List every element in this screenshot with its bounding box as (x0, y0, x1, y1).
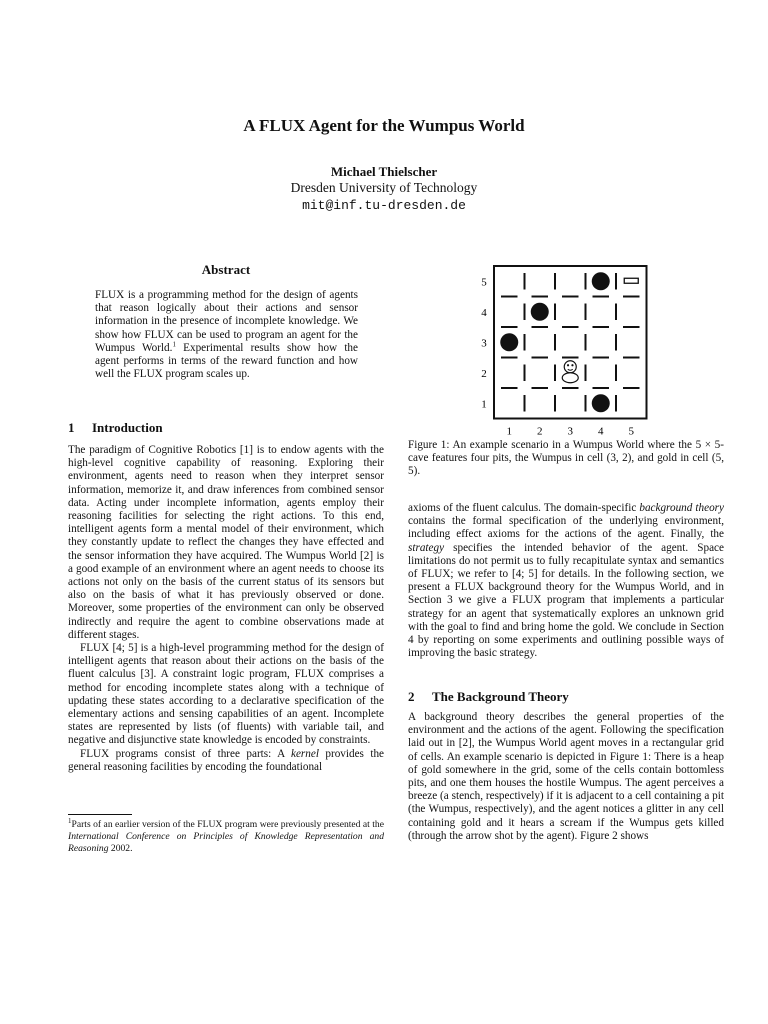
right-p1-em-a: background theory (639, 502, 724, 514)
footnote (68, 816, 384, 855)
wumpus-head (564, 361, 576, 373)
x-axis-label: 5 (628, 425, 634, 438)
wumpus-world-figure (470, 260, 670, 438)
footnote-venue: International Conference on Principles of Knowledge Representation and Reasoning (68, 831, 384, 854)
abstract-text (95, 289, 358, 381)
grid-items (500, 272, 638, 412)
x-axis-label: 2 (537, 425, 543, 438)
intro-p3-after: provides the general reasoning facilities by encoding the foundational (68, 747, 385, 773)
right-paragraph-1 (408, 502, 724, 660)
wumpus-eye (567, 364, 569, 366)
pit-marker (592, 394, 610, 412)
author-email[interactable]: mit@inf.tu-dresden.de (302, 198, 466, 213)
affiliation: Dresden University of Technology (290, 180, 478, 195)
right-column-section2 (408, 711, 724, 843)
x-axis-label: 3 (567, 425, 573, 438)
intro-paragraph-2: FLUX [4; 5] is a high-level programming method for the design of intelligent agents that reason about their actions on the basis of the fluent calculus [3]. A constraint logic program, FLUX comprises a method for encoding incomplete states along with a technique of updating these states according to a declarative specification of the elementary actions and sensing capabilities of an agent. Incomplete states are represented by lists (of fluents) with variable tail, and negative and disjunctive state knowledge is encoded by constraints. (68, 642, 384, 747)
abstract-text-after: Experimental results show how the agent performs in terms of the reward function and how well the FLUX program scales up. (95, 341, 358, 381)
pit-marker (500, 333, 518, 351)
intro-paragraph-1: The paradigm of Cognitive Robotics [1] is to endow agents with the high-level cognitive capability of reasoning. Exploring their environment, agents need to reason when they interpret sensor information, memorize it, and draw inferences from combined sensor data. Acting under incomplete information, agents employ their reasoning facilities for selecting the right actions. To this end, intelligent agents form a mental model of their environment, which they constantly update to reflect the changes they have effected and the sensor information they have acquired. The Wumpus World [2] is a good example of an environment where an agent needs to choose its actions not only on the basis of the current status of its sensors but also on the basis of what it has previously observed or done. Moreover, some properties of the environment can only be observed indirectly and require the agent to combine observations made at different stages. (68, 444, 384, 641)
intro-paragraph-3 (68, 748, 384, 774)
footnote-text-before: Parts of an earlier version of the FLUX program were previously presented at the (71, 819, 384, 830)
y-axis-label: 3 (481, 337, 487, 350)
pit-marker (592, 272, 610, 290)
pit-marker (531, 303, 549, 321)
right-column-body (408, 502, 724, 660)
abstract-heading: Abstract (201, 262, 251, 277)
gold-icon (624, 278, 638, 283)
section-title: Introduction (92, 420, 163, 435)
wumpus-eye (571, 364, 573, 366)
author-name: Michael Thielscher (330, 164, 438, 179)
y-axis-label: 4 (481, 306, 487, 319)
wumpus-icon (562, 361, 578, 383)
footnote-mark: 1 (68, 816, 72, 825)
x-axis-label: 4 (598, 425, 604, 438)
y-axis-label: 5 (481, 276, 487, 289)
paper-title: A FLUX Agent for the Wumpus World (243, 116, 525, 135)
x-axis-label: 1 (506, 425, 512, 438)
section-heading-introduction (68, 420, 163, 436)
right-p1-a: axioms of the fluent calculus. The domain-specific (408, 502, 640, 514)
right-p1-em-b: strategy (408, 541, 445, 554)
intro-p3-before: FLUX programs consist of three parts: A (80, 747, 291, 760)
background-paragraph-1: A background theory describes the general properties of the environment and the actions of the agent. Following the specification laid out in [2], the Wumpus World agent moves in a rectangular grid of cells. An example scenario is depicted in Figure 1: There is a heap of gold somewhere in the grid, some of the cells contain bottomless pits, and one them houses the hostile Wumpus. The agent perceives a breeze (a stench, respectively) if it is adjacent to a cell containing a pit (the Wumpus, respectively), and the agent notices a glitter in any cell containing gold and it hears a scream if the Wumpus gets killed (through the arrow shot by the agent). Figure 2 shows (408, 711, 724, 842)
intro-p3-em: kernel (290, 747, 319, 760)
footnote-rule (68, 814, 132, 815)
abstract-text-before: FLUX is a programming method for the design of agents that reason logically about their actions and sensor information in the presence of incomplete knowledge. We show how FLUX can be used to program an agent for the Wumpus World. (95, 289, 358, 354)
wumpus-body (562, 373, 578, 383)
right-p1-b: contains the formal specification of the underlying environment, including effect axioms for the actions of the agent. Finally, the (408, 515, 724, 541)
section-heading-background (408, 689, 569, 705)
section-number: 1 (68, 420, 75, 435)
right-p1-c: specifies the intended behavior of the agent. Space limitations do not permit us to fully recapitulate syntax and semantics of FLUX; we refer to [4; 5] for details. In the following section, we present a FLUX background theory for the Wumpus World, and in Section 3 we give a FLUX program that implements a particular strategy for an agent that systematically explores an unknown grid with the goal to find and bring home the gold. We conclude in Section 4 by reporting on some experiments and outlining possible ways of improving the basic strategy. (408, 541, 724, 660)
section-number: 2 (408, 689, 415, 704)
figure-1-caption: Figure 1: An example scenario in a Wumpus World where the 5 × 5-cave features four pits, the Wumpus in cell (3, 2), and gold in cell (5, 5). (408, 439, 724, 478)
section-title: The Background Theory (432, 689, 569, 704)
left-column-body (68, 444, 384, 774)
y-axis-label: 1 (481, 398, 487, 411)
footnote-ref[interactable]: 1 (172, 340, 176, 349)
footnote-year: 2002. (108, 843, 133, 854)
y-axis-label: 2 (481, 367, 487, 380)
